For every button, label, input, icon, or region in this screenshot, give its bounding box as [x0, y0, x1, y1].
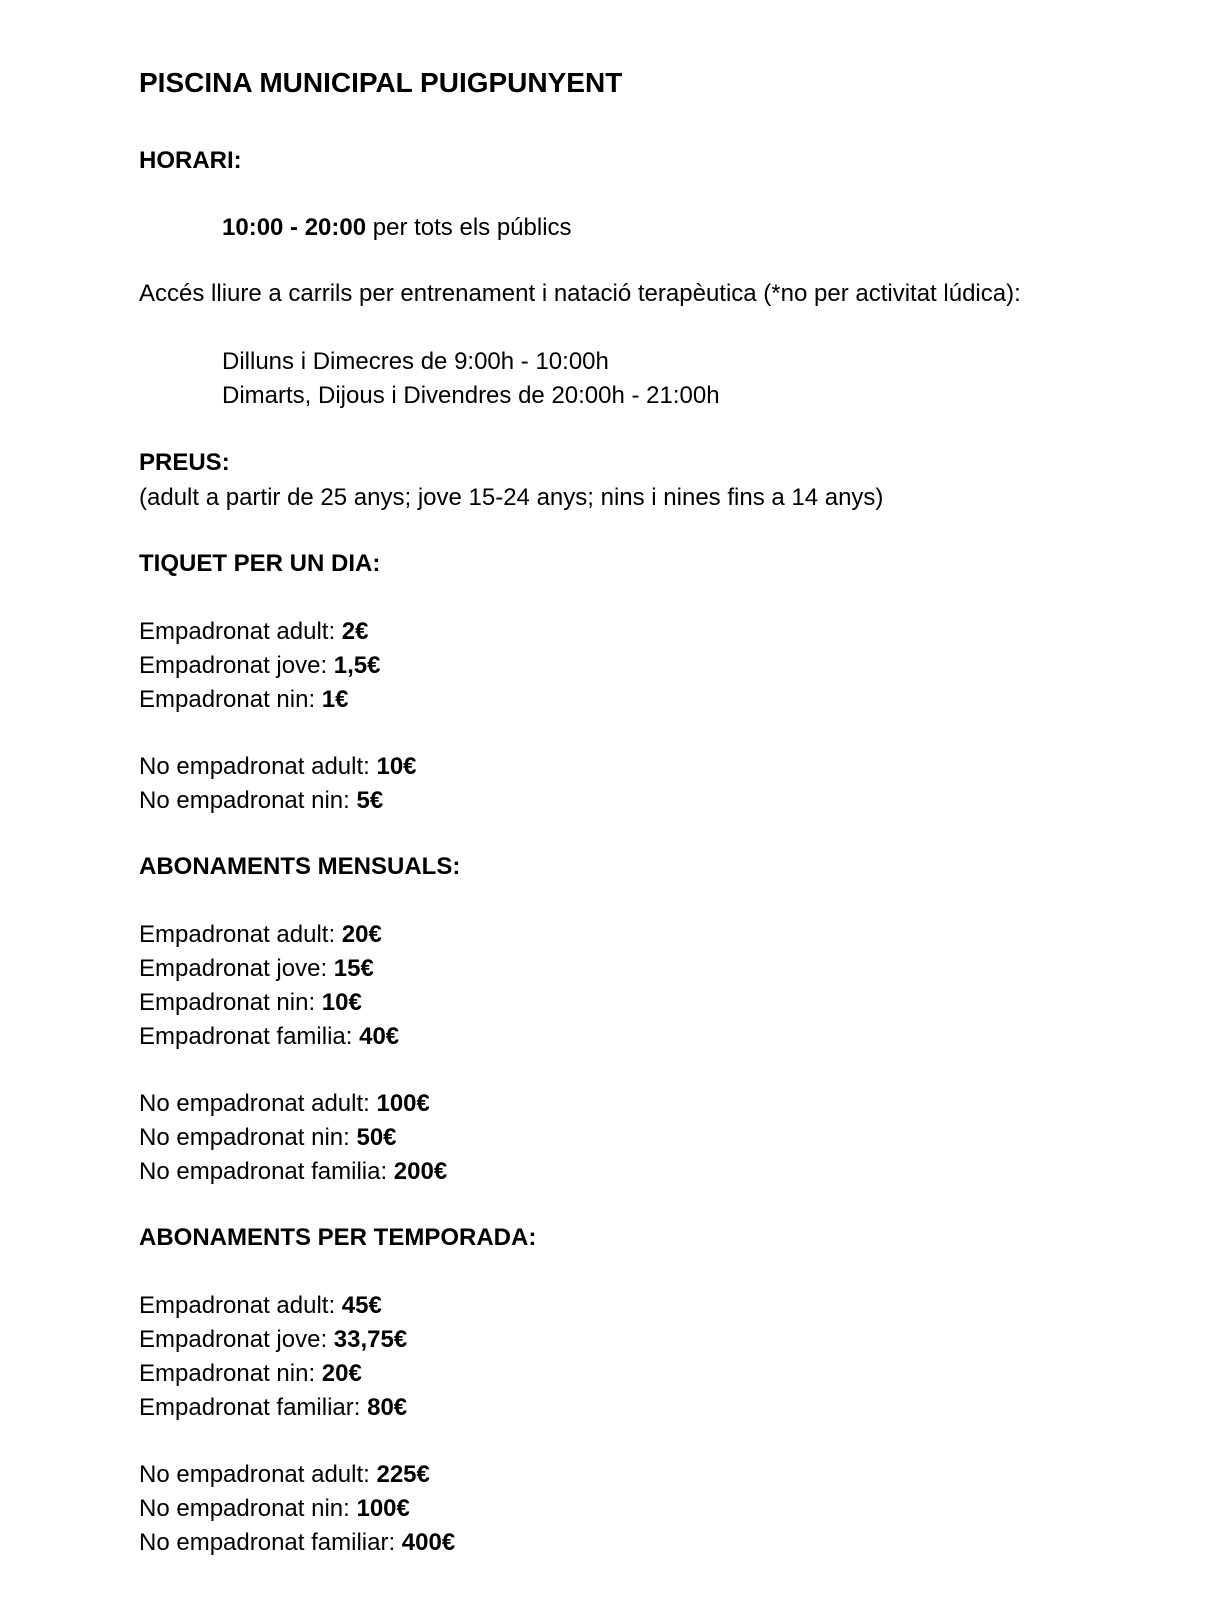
price-line [139, 1325, 407, 1355]
main-hours: 10:00 - 20:00 [222, 214, 367, 241]
price-value: 400€ [401, 1529, 456, 1556]
price-value: 10€ [376, 753, 417, 780]
price-line [139, 920, 382, 950]
price-line [139, 685, 348, 715]
price-line [139, 1157, 447, 1187]
price-label: Empadronat nin: [139, 686, 322, 713]
price-label: No empadronat adult: [139, 1461, 377, 1488]
price-line [139, 1393, 407, 1423]
price-label: Empadronat jove: [139, 1326, 334, 1353]
price-value: 33,75€ [333, 1326, 408, 1353]
price-line [139, 1494, 410, 1524]
price-value: 1,5€ [333, 652, 381, 679]
mensuals-heading: ABONAMENTS MENSUALS: [139, 853, 461, 880]
price-value: 200€ [393, 1158, 448, 1185]
price-value: 20€ [341, 921, 382, 948]
temporada-heading: ABONAMENTS PER TEMPORADA: [139, 1224, 537, 1251]
preus-age-note: (adult a partir de 25 anys; jove 15-24 anys; nins i nines fins a 14 anys) [139, 484, 884, 511]
price-label: No empadronat nin: [139, 1124, 357, 1151]
main-hours-line [222, 213, 572, 243]
price-label: Empadronat nin: [139, 1360, 322, 1387]
price-value: 2€ [341, 618, 369, 645]
price-line [139, 954, 374, 984]
price-label: Empadronat nin: [139, 989, 322, 1016]
price-line [139, 1460, 430, 1490]
horari-heading: HORARI: [139, 147, 242, 174]
price-value: 20€ [321, 1360, 362, 1387]
tiquet-heading: TIQUET PER UN DIA: [139, 550, 381, 577]
price-line [139, 786, 383, 816]
lanes-schedule-2: Dimarts, Dijous i Divendres de 20:00h - 21:00h [222, 382, 720, 409]
price-value: 80€ [367, 1394, 408, 1421]
price-line [139, 1528, 455, 1558]
price-line [139, 988, 362, 1018]
price-value: 50€ [356, 1124, 397, 1151]
price-label: No empadronat adult: [139, 753, 377, 780]
price-value: 45€ [341, 1292, 382, 1319]
price-label: Empadronat familiar: [139, 1394, 368, 1421]
price-label: No empadronat adult: [139, 1090, 377, 1117]
price-value: 225€ [376, 1461, 430, 1488]
price-label: Empadronat familia: [139, 1023, 360, 1050]
price-value: 15€ [333, 955, 374, 982]
price-line [139, 1291, 382, 1321]
lanes-schedule-1: Dilluns i Dimecres de 9:00h - 10:00h [222, 348, 609, 375]
price-value: 100€ [356, 1495, 410, 1522]
price-line [139, 1089, 430, 1119]
page-title: PISCINA MUNICIPAL PUIGPUNYENT [139, 67, 623, 98]
price-line [139, 1022, 399, 1052]
price-label: Empadronat adult: [139, 618, 342, 645]
price-value: 10€ [321, 989, 362, 1016]
lanes-intro: Accés lliure a carrils per entrenament i natació terapèutica (*no per activitat lúdica): [139, 280, 1021, 307]
price-line [139, 1123, 397, 1153]
preus-heading: PREUS: [139, 449, 230, 476]
price-label: No empadronat familia: [139, 1158, 394, 1185]
main-hours-suffix: per tots els públics [366, 214, 572, 241]
price-label: Empadronat jove: [139, 652, 334, 679]
price-line [139, 651, 381, 681]
price-label: Empadronat jove: [139, 955, 334, 982]
price-value: 40€ [359, 1023, 400, 1050]
price-label: No empadronat nin: [139, 787, 357, 814]
price-label: No empadronat familiar: [139, 1529, 402, 1556]
price-value: 1€ [321, 686, 349, 713]
price-value: 100€ [376, 1090, 430, 1117]
price-label: Empadronat adult: [139, 921, 342, 948]
price-label: No empadronat nin: [139, 1495, 357, 1522]
price-value: 5€ [356, 787, 384, 814]
price-line [139, 1359, 362, 1389]
price-label: Empadronat adult: [139, 1292, 342, 1319]
price-line [139, 617, 369, 647]
price-line [139, 752, 417, 782]
